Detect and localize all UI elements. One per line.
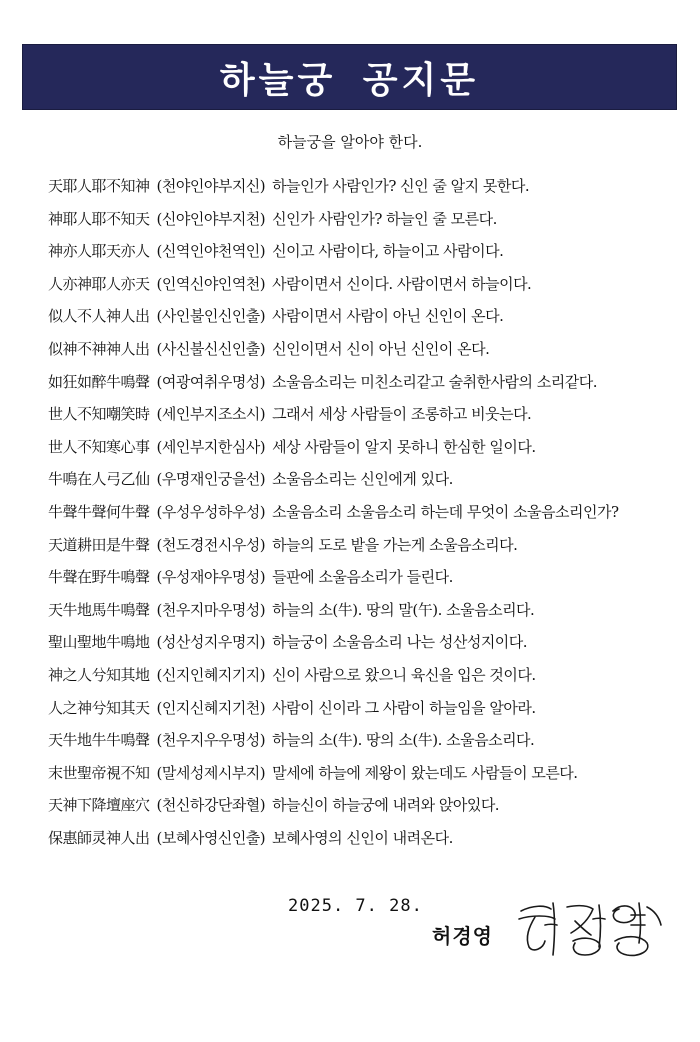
page-title: 하늘궁 공지문: [219, 59, 480, 101]
verse-hanja: 牛聲在野牛鳴聲: [48, 568, 150, 587]
verse-hanja: 牛鳴在人弓乙仙: [48, 470, 150, 489]
verse-hanja: 如狂如醉牛鳴聲: [48, 372, 150, 391]
verse-hanja: 牛聲牛聲何牛聲: [48, 502, 150, 521]
verse-line: [48, 697, 688, 730]
verse-meaning: 세상 사람들이 알지 못하니 한심한 일이다.: [272, 437, 536, 456]
verse-reading: (천야인야부지신): [156, 177, 266, 195]
verse-line: [48, 175, 688, 208]
verse-line: [48, 664, 688, 697]
verse-reading: (우성재야우명성): [156, 568, 266, 587]
verse-list: [48, 175, 688, 859]
verse-hanja: 保惠師灵神人出: [48, 828, 150, 847]
verse-line: [48, 566, 688, 599]
verse-line: [48, 436, 688, 469]
verse-hanja: 天神下降壇座穴: [48, 796, 150, 815]
verse-reading: (사인불인신인출): [156, 307, 266, 326]
verse-meaning: 하늘궁이 소울음소리 나는 성산성지이다.: [272, 633, 528, 652]
signer-name: 허경영: [432, 924, 493, 948]
verse-line: [48, 762, 688, 795]
verse-line: [48, 534, 688, 567]
verse-line: [48, 403, 688, 436]
verse-line: [48, 599, 688, 632]
verse-meaning: 하늘의 소(牛). 땅의 소(牛). 소울음소리다.: [272, 731, 535, 750]
verse-meaning: 하늘의 도로 밭을 가는게 소울음소리다.: [272, 535, 518, 554]
verse-hanja: 神亦人耶天亦人: [48, 242, 150, 261]
verse-hanja: 人之神兮知其天: [48, 698, 150, 717]
verse-reading: (성산성지우명지): [156, 633, 266, 652]
verse-hanja: 人亦神耶人亦天: [48, 274, 150, 293]
verse-hanja: 神之人兮知其地: [48, 665, 150, 684]
verse-meaning: 사람이면서 사람이 아닌 신인이 온다.: [272, 307, 504, 326]
notice-date: 2025. 7. 28.: [288, 896, 423, 916]
verse-hanja: 天耶人耶不知神: [48, 177, 150, 195]
verse-hanja: 末世聖帝視不知: [48, 763, 150, 782]
verse-hanja: 似神不神神人出: [48, 339, 150, 358]
verse-meaning: 보혜사영의 신인이 내려온다.: [272, 828, 453, 847]
verse-meaning: 사람이 신이라 그 사람이 하늘임을 알아라.: [272, 698, 536, 717]
verse-meaning: 들판에 소울음소리가 들린다.: [272, 568, 453, 587]
verse-line: [48, 273, 688, 306]
subtitle: 하늘궁을 알아야 한다.: [277, 133, 423, 151]
verse-meaning: 신인이면서 신이 아닌 신인이 온다.: [272, 339, 490, 358]
verse-reading: (보혜사영신인출): [156, 828, 266, 847]
verse-hanja: 天牛地馬牛鳴聲: [48, 600, 150, 619]
verse-reading: (우명재인궁을선): [156, 470, 266, 489]
verse-reading: (세인부지한심사): [156, 437, 266, 456]
verse-meaning: 신이고 사람이다, 하늘이고 사람이다.: [272, 242, 504, 261]
verse-meaning: 소울음소리는 신인에게 있다.: [272, 470, 453, 489]
verse-hanja: 似人不人神人出: [48, 307, 150, 326]
verse-line: [48, 305, 688, 338]
verse-meaning: 신이 사람으로 왔으니 육신을 입은 것이다.: [272, 665, 536, 684]
verse-hanja: 聖山聖地牛鳴地: [48, 633, 150, 652]
verse-hanja: 天牛地牛牛鳴聲: [48, 731, 150, 750]
verse-meaning: 사람이면서 신이다. 사람이면서 하늘이다.: [272, 274, 532, 293]
verse-meaning: 하늘신이 하늘궁에 내려와 앉아있다.: [272, 796, 500, 815]
verse-reading: (천신하강단좌혈): [156, 796, 266, 815]
verse-meaning: 그래서 세상 사람들이 조롱하고 비웃는다.: [272, 405, 532, 424]
verse-hanja: 世人不知嘲笑時: [48, 405, 150, 424]
verse-line: [48, 729, 688, 762]
verse-reading: (말세성제시부지): [156, 763, 266, 782]
handwritten-signature: [515, 897, 665, 959]
verse-reading: (천우지우우명성): [156, 731, 266, 750]
verse-line: [48, 501, 688, 534]
verse-line: [48, 208, 688, 241]
verse-reading: (천도경전시우성): [156, 535, 266, 554]
title-banner: [22, 44, 677, 110]
verse-meaning: 말세에 하늘에 제왕이 왔는데도 사람들이 모른다.: [272, 763, 578, 782]
verse-meaning: 신인가 사람인가? 하늘인 줄 모른다.: [272, 209, 497, 228]
verse-meaning: 소울음소리는 미친소리같고 술취한사람의 소리같다.: [272, 372, 598, 391]
verse-line: [48, 794, 688, 827]
verse-reading: (사신불신신인출): [156, 339, 266, 358]
verse-reading: (천우지마우명성): [156, 600, 266, 619]
verse-reading: (신지인혜지기지): [156, 665, 266, 684]
verse-hanja: 世人不知寒心事: [48, 437, 150, 456]
verse-reading: (세인부지조소시): [156, 405, 266, 424]
verse-reading: (여광여취우명성): [156, 372, 266, 391]
verse-hanja: 天道耕田是牛聲: [48, 535, 150, 554]
verse-reading: (인역신야인역천): [156, 274, 266, 293]
verse-reading: (우성우성하우성): [156, 502, 266, 521]
verse-line: [48, 468, 688, 501]
verse-meaning: 하늘인가 사람인가? 신인 줄 알지 못한다.: [272, 177, 530, 195]
verse-line: [48, 631, 688, 664]
verse-meaning: 소울음소리 소울음소리 하는데 무엇이 소울음소리인가?: [272, 502, 619, 521]
verse-line: [48, 371, 688, 404]
verse-meaning: 하늘의 소(牛). 땅의 말(午). 소울음소리다.: [272, 600, 535, 619]
verse-line: [48, 240, 688, 273]
verse-line: [48, 338, 688, 371]
verse-hanja: 神耶人耶不知天: [48, 209, 150, 228]
verse-reading: (신야인야부지천): [156, 209, 266, 228]
verse-line: [48, 827, 688, 860]
verse-reading: (신역인야천역인): [156, 242, 266, 261]
verse-reading: (인지신혜지기천): [156, 698, 266, 717]
